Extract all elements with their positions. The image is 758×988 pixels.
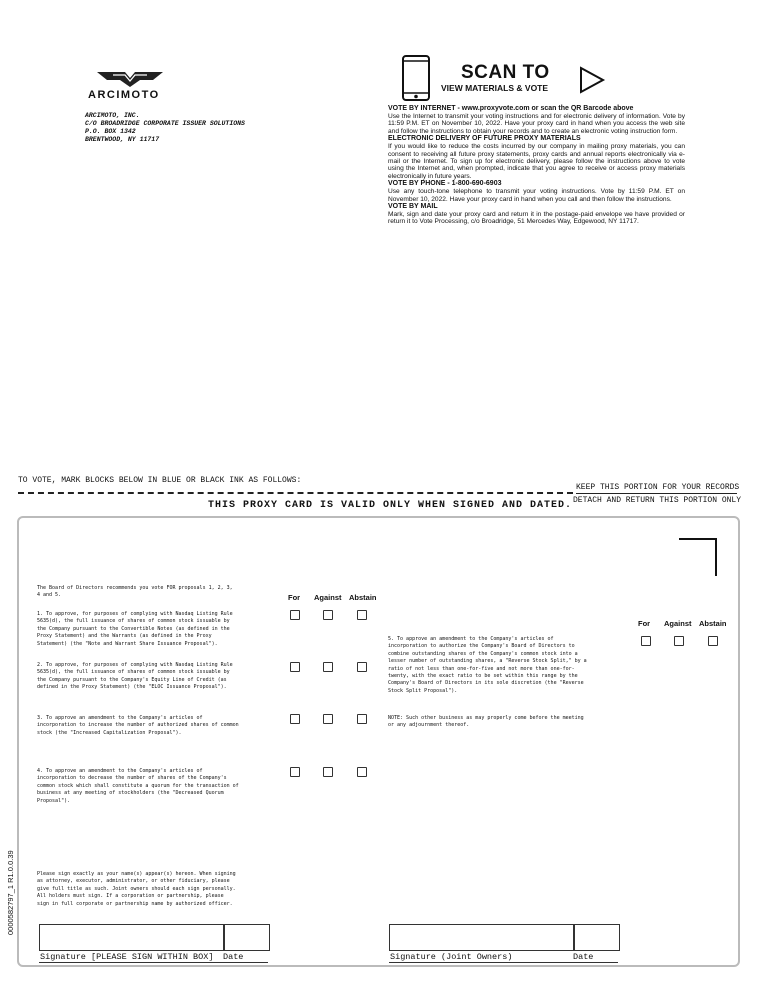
signature-box-1[interactable] — [39, 924, 225, 951]
proposal-3-text: 3. To approve an amendment to the Company's articles of incorporation to increase the number of authorized shares of common stock (the "Increased Capitalization Proposal"). — [37, 715, 239, 736]
company-logo — [95, 70, 165, 88]
signature-box-2[interactable] — [389, 924, 575, 951]
col-against-right: Against — [664, 619, 692, 628]
play-arrow-icon — [579, 66, 607, 99]
proposal-4-against-checkbox[interactable] — [323, 767, 333, 777]
address-line: BRENTWOOD, NY 11717 — [85, 136, 160, 143]
electronic-delivery-heading: ELECTRONIC DELIVERY OF FUTURE PROXY MATERIALS — [388, 135, 581, 143]
proposal-1-against-checkbox[interactable] — [323, 610, 333, 620]
vote-mail-text: Mark, sign and date your proxy card and return it in the postage-paid envelope we have provided or return it to Vote Processing, c/o Broadridge, 51 Mercedes Way, Edgewood, NY 11717. — [388, 211, 685, 226]
date-box-2[interactable] — [573, 924, 620, 951]
date-box-1[interactable] — [223, 924, 270, 951]
registration-corner-mark — [679, 538, 717, 576]
electronic-delivery-text: If you would like to reduce the costs incurred by our company in mailing proxy materials, you can consent to receiving all future proxy statements, proxy cards and annual reports electronically via e-mail or the Internet. To sign up for electronic delivery, please follow the instructions above to vote using the Internet and, when prompted, indicate that you agree to receive or access proxy materials electronically in future years. — [388, 143, 685, 180]
vote-phone-text: Use any touch-tone telephone to transmit your voting instructions. Vote by 11:59 P.M. ET on November 10, 2022. Have your proxy card in hand when you call and then follow the instructions. — [388, 188, 685, 203]
vote-internet-heading: VOTE BY INTERNET - www.proxyvote.com or scan the QR Barcode above — [388, 105, 634, 112]
keep-underline — [576, 493, 737, 494]
board-recommendation: The Board of Directors recommends you vote FOR proposals 1, 2, 3, 4 and 5. — [37, 585, 233, 599]
signature-underline-2 — [389, 962, 618, 963]
proposal-5-for-checkbox[interactable] — [641, 636, 651, 646]
perforation-line — [18, 492, 573, 494]
vote-phone-heading: VOTE BY PHONE - 1-800-690-6903 — [388, 180, 502, 188]
proposal-5-text: 5. To approve an amendment to the Company's articles of incorporation to authorize the Company's Board of Directors to combine outstanding shares of the Company's common stock into a lesser number of outstanding shares, a "Reverse Stock Split," by a ratio of not less than one-for-five and not more than one-for-twenty, with the exact ratio to be set within this range by the Company's Board of Directors in its sole discretion (the "Reverse Stock Split Proposal"). — [388, 636, 587, 694]
col-for-left: For — [288, 593, 301, 602]
proposal-3-abstain-checkbox[interactable] — [357, 714, 367, 724]
proposal-3-for-checkbox[interactable] — [290, 714, 300, 724]
vote-internet-text: Use the Internet to transmit your voting instructions and for electronic delivery of information. Vote by 11:59 P.M. ET on November 10, 2022. Have your proxy card in hand when you access the web site and follow the instructions to obtain your records and to create an electronic voting instruction form. — [388, 113, 685, 135]
proposal-5-against-checkbox[interactable] — [674, 636, 684, 646]
col-for-right: For — [638, 619, 651, 628]
proposal-4-text: 4. To approve an amendment to the Company's articles of incorporation to decrease the number of shares of the Company's common stock which shall constitute a quorum for the transaction of business at any meeting of stockholders (the "Decreased Quorum Proposal"). — [37, 768, 239, 804]
phone-icon — [402, 55, 430, 106]
voting-instructions — [388, 105, 685, 226]
return-address — [85, 112, 245, 144]
proposal-2-for-checkbox[interactable] — [290, 662, 300, 672]
form-code-vertical: 0000582797_1 R1.0.0.39 — [6, 850, 15, 935]
scan-subtitle: VIEW MATERIALS & VOTE — [441, 83, 549, 93]
date-label-2: Date — [573, 952, 594, 962]
signing-instructions: Please sign exactly as your name(s) appear(s) hereon. When signing as attorney, executor, administrator, or other fiduciary, please give full title as such. Joint owners should each sign personally. All holders must sign. If a corporation or partnership, please sign in full corporate or partnership name by authorized officer. — [37, 871, 236, 907]
mark-instructions: TO VOTE, MARK BLOCKS BELOW IN BLUE OR BLACK INK AS FOLLOWS: — [18, 476, 302, 485]
proposal-1-text: 1. To approve, for purposes of complying with Nasdaq Listing Rule 5635(d), the full issuance of shares of common stock issuable by the Company pursuant to the Convertible Notes (as defined in the Proxy Statement) and the Warrants (as defined in the Proxy Statement) (the "Note and Warrant Share Issuance Proposal"). — [37, 611, 233, 647]
proposal-5-abstain-checkbox[interactable] — [708, 636, 718, 646]
signature-underline-1 — [39, 962, 268, 963]
proposal-3-against-checkbox[interactable] — [323, 714, 333, 724]
proposal-2-abstain-checkbox[interactable] — [357, 662, 367, 672]
logo-wordmark: ARCIMOTO — [88, 89, 160, 101]
scan-title: SCAN TO — [461, 62, 550, 83]
proposal-1-for-checkbox[interactable] — [290, 610, 300, 620]
signature-label-1: Signature [PLEASE SIGN WITHIN BOX] — [40, 952, 214, 962]
keep-portion-label: KEEP THIS PORTION FOR YOUR RECORDS — [576, 483, 740, 492]
address-line: ARCIMOTO, INC. — [85, 112, 140, 119]
proposal-4-for-checkbox[interactable] — [290, 767, 300, 777]
proposal-2-against-checkbox[interactable] — [323, 662, 333, 672]
col-abstain-left: Abstain — [349, 593, 377, 602]
date-label-1: Date — [223, 952, 244, 962]
col-against-left: Against — [314, 593, 342, 602]
col-abstain-right: Abstain — [699, 619, 727, 628]
other-business-note: NOTE: Such other business as may properly come before the meeting or any adjournment thereof. — [388, 715, 584, 729]
address-line: C/O BROADRIDGE CORPORATE ISSUER SOLUTIONS — [85, 120, 245, 127]
valid-when-signed: THIS PROXY CARD IS VALID ONLY WHEN SIGNED AND DATED. — [208, 500, 573, 511]
vote-mail-heading: VOTE BY MAIL — [388, 203, 438, 211]
proposal-4-abstain-checkbox[interactable] — [357, 767, 367, 777]
detach-portion-label: DETACH AND RETURN THIS PORTION ONLY — [573, 496, 742, 505]
address-line: P.O. BOX 1342 — [85, 128, 136, 135]
proposal-2-text: 2. To approve, for purposes of complying with Nasdaq Listing Rule 5635(d), the full issuance of shares of common stock issuable by the Company pursuant to the Company's Equity Line of Credit (as defined in the Proxy Statement) (the "ELOC Issuance Proposal"). — [37, 662, 233, 691]
proposal-1-abstain-checkbox[interactable] — [357, 610, 367, 620]
signature-label-2: Signature (Joint Owners) — [390, 952, 513, 962]
